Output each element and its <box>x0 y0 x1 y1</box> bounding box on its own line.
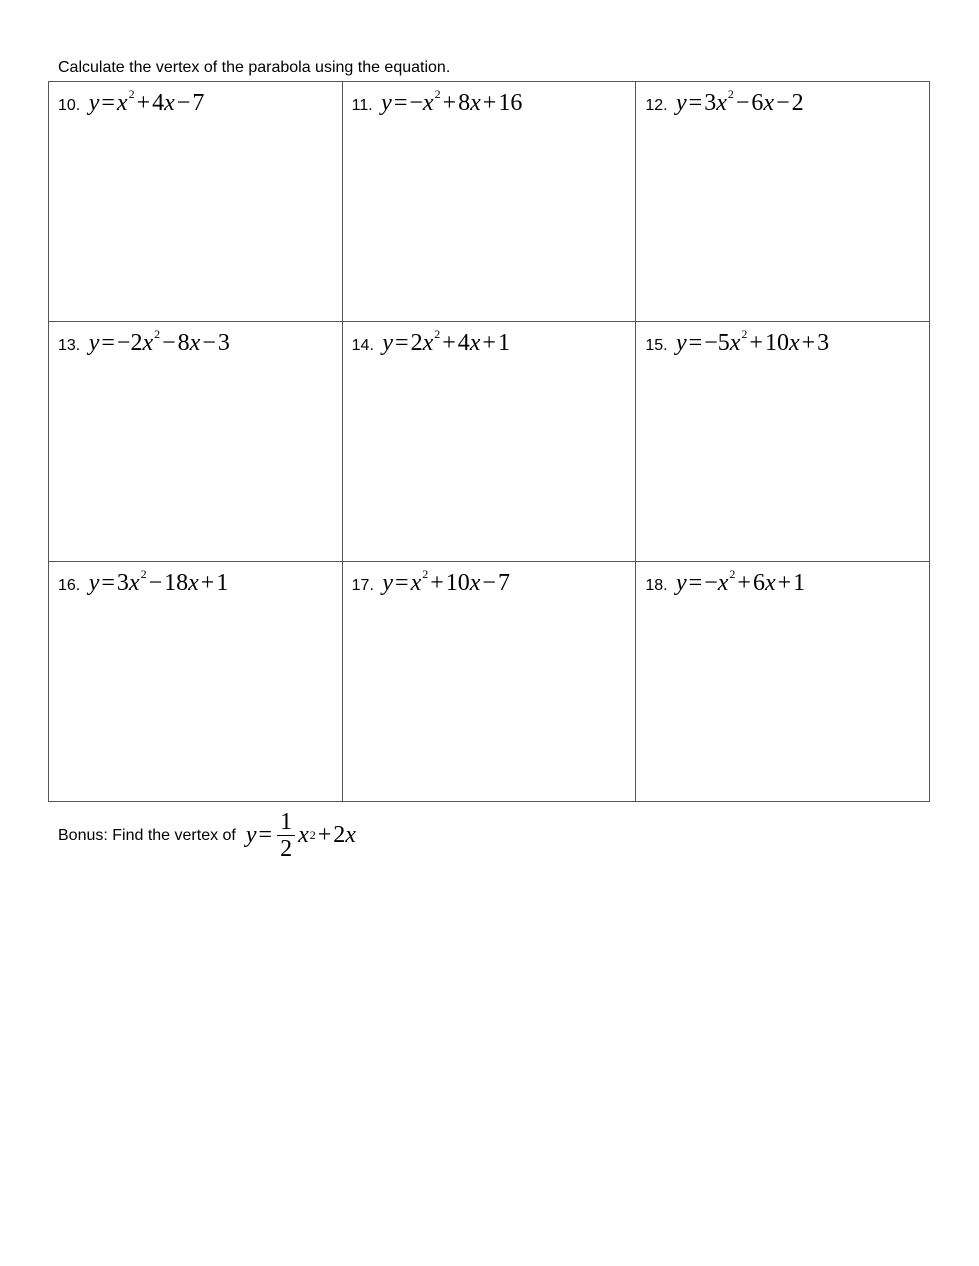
problem-number: 15. <box>645 337 668 354</box>
bonus-equation: y = $\frac{1}{2}$ x 2 +2x <box>245 808 356 862</box>
problem-cell <box>342 562 636 802</box>
problem-number: 13. <box>58 337 81 354</box>
fraction-numerator: 1 <box>280 808 293 835</box>
problem-equation: $y=2x^2+4x+1$ <box>382 327 510 356</box>
problem-equation: $y=3x^2-18x+1$ <box>88 567 229 596</box>
problem-row <box>49 322 930 562</box>
problem-row <box>49 82 930 322</box>
problem-equation: $y=x^2+10x-7$ <box>382 567 510 596</box>
problem-equation: $y=-x^2+8x+16$ <box>381 87 523 116</box>
problem-number: 16. <box>58 577 81 594</box>
fraction <box>277 809 295 862</box>
problem-number: 11. <box>351 97 373 114</box>
problem-equation: $y=3x^2-6x-2$ <box>676 87 804 116</box>
problem-cell <box>636 322 930 562</box>
problem-equation: $y=-x^2+6x+1$ <box>676 567 806 596</box>
bonus-question <box>58 805 356 865</box>
problem-cell <box>49 562 343 802</box>
problem-cell <box>636 562 930 802</box>
problem-cell <box>342 322 636 562</box>
bonus-label: Bonus: Find the vertex of <box>58 827 236 844</box>
problem-number: 18. <box>645 577 668 594</box>
problem-cell <box>636 82 930 322</box>
fraction-denominator: 2 <box>280 835 293 862</box>
problem-number: 17. <box>351 577 374 594</box>
problem-equation: $y=-2x^2-8x-3$ <box>88 327 230 356</box>
problem-cell <box>342 82 636 322</box>
problem-cell <box>49 322 343 562</box>
problem-number: 10. <box>58 97 81 114</box>
problem-equation: $y=x^2+4x-7$ <box>88 87 205 116</box>
problem-number: 12. <box>645 97 668 114</box>
problem-grid <box>48 81 930 802</box>
problem-row <box>49 562 930 802</box>
problem-number: 14. <box>351 337 374 354</box>
instructions-text: Calculate the vertex of the parabola using the equation. <box>58 59 451 76</box>
problem-cell <box>49 82 343 322</box>
problem-equation: $y=-5x^2+10x+3$ <box>676 327 830 356</box>
